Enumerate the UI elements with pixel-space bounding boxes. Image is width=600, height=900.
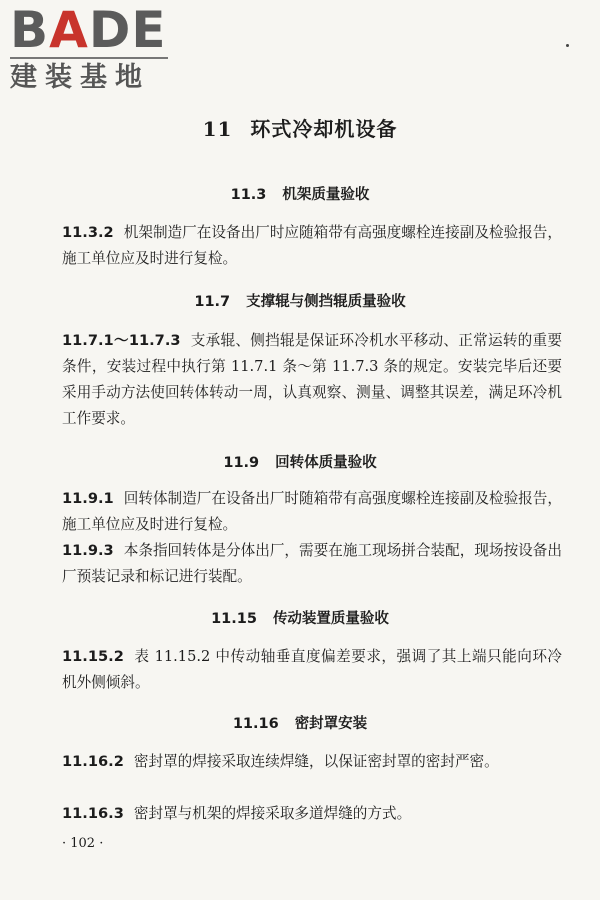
logo-letter-accent: A xyxy=(49,1,89,59)
paragraph xyxy=(62,644,562,696)
section-heading xyxy=(0,712,600,733)
clause-text: 本条指回转体是分体出厂，需要在施工现场拼合装配，现场按设备出厂预装记录和标记进行装配。 xyxy=(62,542,562,585)
clause-text: 密封罩的焊接采取连续焊缝，以保证密封罩的密封严密。 xyxy=(133,753,499,770)
clause-label: 11.15.2 xyxy=(62,648,124,665)
section-heading xyxy=(0,451,600,472)
section-number: 11.16 xyxy=(232,716,279,732)
clause-label: 11.7.1～11.7.3 xyxy=(62,332,181,349)
section-title: 支撑辊与侧挡辊质量验收 xyxy=(246,294,406,310)
section-number: 11.15 xyxy=(211,611,257,627)
chapter-title xyxy=(0,113,600,142)
scan-speck xyxy=(566,44,569,47)
paragraph xyxy=(62,486,562,538)
section-heading xyxy=(0,183,600,204)
clause-text: 机架制造厂在设备出厂时应随箱带有高强度螺栓连接副及检验报告，施工单位应及时进行复检。 xyxy=(62,224,562,267)
section-number: 11.7 xyxy=(194,294,231,310)
clause-label: 11.3.2 xyxy=(62,224,114,241)
paragraph xyxy=(62,328,562,432)
logo-letters: DE xyxy=(88,1,167,59)
section-heading xyxy=(0,607,600,628)
paragraph xyxy=(62,801,562,827)
clause-label: 11.16.2 xyxy=(62,753,124,770)
page-number: · 102 · xyxy=(62,836,104,851)
clause-text: 密封罩与机架的焊接采取多道焊缝的方式。 xyxy=(133,805,412,822)
logo-letter: B xyxy=(10,1,50,59)
paragraph xyxy=(62,538,562,590)
section-number: 11.3 xyxy=(230,187,267,203)
clause-label: 11.16.3 xyxy=(62,805,124,822)
clause-label: 11.9.3 xyxy=(62,542,114,559)
section-title: 传动装置质量验收 xyxy=(272,611,389,627)
clause-label: 11.9.1 xyxy=(62,490,114,507)
paragraph xyxy=(62,220,562,272)
clause-text: 支承辊、侧挡辊是保证环冷机水平移动、正常运转的重要条件，安装过程中执行第 11.7.1 条～第 11.7.3 条的规定。安装完毕后还要采用手动方法使回转体转动一周，认真观察、测量、调整其误差，满足环冷机工作要求。 xyxy=(62,332,562,427)
logo xyxy=(10,1,180,94)
paragraph xyxy=(62,749,562,775)
section-title: 密封罩安装 xyxy=(294,716,368,732)
section-title: 机架质量验收 xyxy=(282,187,370,203)
clause-text: 表 11.15.2 中传动轴垂直度偏差要求，强调了其上端只能向环冷机外侧倾斜。 xyxy=(62,648,562,691)
logo-chinese: 建装基地 xyxy=(10,62,150,93)
section-number: 11.9 xyxy=(223,455,260,471)
section-heading xyxy=(0,290,600,311)
section-title: 回转体质量验收 xyxy=(275,455,377,471)
logo-latin xyxy=(10,1,180,59)
chapter-title-text: 环式冷却机设备 xyxy=(250,117,398,141)
chapter-number: 11 xyxy=(202,117,233,141)
clause-text: 回转体制造厂在设备出厂时随箱带有高强度螺栓连接副及检验报告，施工单位应及时进行复检。 xyxy=(62,490,562,533)
